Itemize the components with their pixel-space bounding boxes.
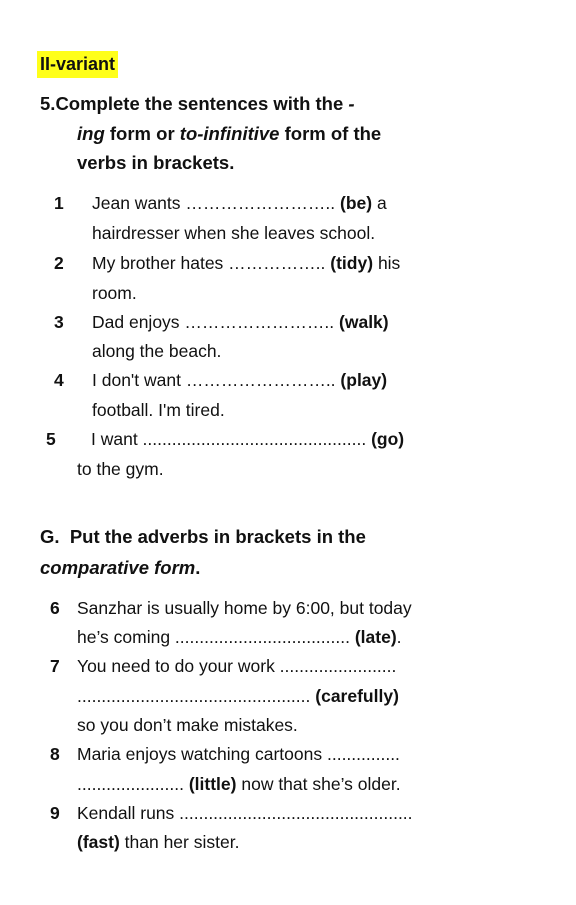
item-4-line2: football. I'm tired. <box>92 400 225 420</box>
item-2-number: 2 <box>54 253 64 273</box>
item-9-line2: (fast) than her sister. <box>77 832 240 852</box>
item-4-line1: I don't want …………………….. (play) <box>92 370 388 390</box>
item-9-number: 9 <box>50 803 60 823</box>
section5-heading-line3: verbs in brackets. <box>77 152 235 173</box>
section5-heading-line1: 5.Complete the sentences with the - <box>40 93 355 114</box>
item-7-number: 7 <box>50 656 60 676</box>
item-7-line2: ................................................ (carefully) <box>77 686 399 706</box>
item-3-number: 3 <box>54 312 64 332</box>
item-5-line2: to the gym. <box>77 459 164 479</box>
item-3-line1: Dad enjoys …………………….. (walk) <box>92 312 389 332</box>
item-9-line1: Kendall runs ................................................ <box>77 803 413 823</box>
item-4-number: 4 <box>54 370 64 390</box>
section5-heading-line2: ing form or to-infinitive form of the <box>77 123 382 144</box>
item-8-line1: Maria enjoys watching cartoons ............... <box>77 744 400 764</box>
item-5-line1: I want .............................................. (go) <box>91 429 405 449</box>
item-2-line2: room. <box>92 283 137 303</box>
item-7-line1: You need to do your work ........................ <box>77 656 397 676</box>
item-1-line1: Jean wants …………………….. (be) a <box>92 193 387 213</box>
item-5-number: 5 <box>46 429 56 449</box>
sectionG-heading-line1: G. Put the adverbs in brackets in the <box>40 526 366 547</box>
item-6-line1: Sanzhar is usually home by 6:00, but today <box>77 598 412 618</box>
sectionG-letter: G. <box>40 526 60 547</box>
item-2-line1: My brother hates …………….. (tidy) his <box>92 253 401 273</box>
item-7-line3: so you don’t make mistakes. <box>77 715 298 735</box>
variant-label: II-variant <box>37 51 118 78</box>
item-3-line2: along the beach. <box>92 341 222 361</box>
item-6-line2: he’s coming .................................... (late). <box>77 627 402 647</box>
item-8-line2: ...................... (little) now that she’s older. <box>77 774 401 794</box>
item-6-number: 6 <box>50 598 60 618</box>
item-8-number: 8 <box>50 744 60 764</box>
item-1-number: 1 <box>54 193 64 213</box>
section5-number: 5. <box>40 93 56 114</box>
sectionG-heading-line2: comparative form. <box>40 557 201 578</box>
item-1-line2: hairdresser when she leaves school. <box>92 223 376 243</box>
